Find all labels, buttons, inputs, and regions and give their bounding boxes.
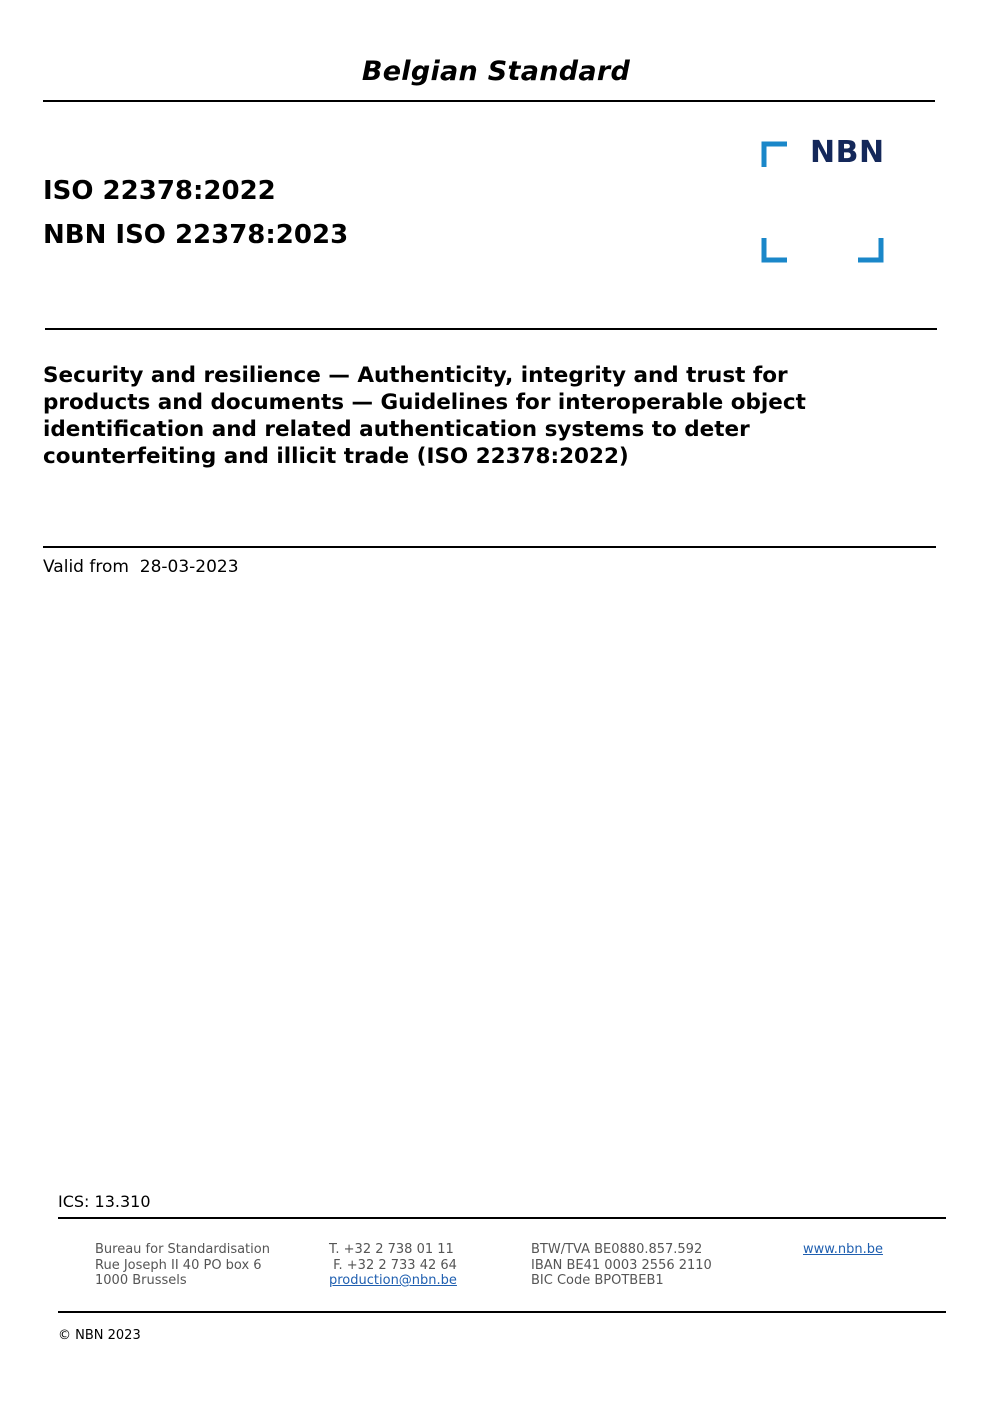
- footer-address: [95, 1242, 270, 1289]
- header-divider: [43, 100, 935, 102]
- fax-number: F. +32 2 733 42 64: [329, 1257, 457, 1273]
- phone-number: T. +32 2 738 01 11: [329, 1242, 454, 1257]
- logo-corner-bottom-left: [764, 238, 787, 260]
- email-link[interactable]: production@nbn.be: [329, 1273, 457, 1288]
- website-link[interactable]: www.nbn.be: [803, 1242, 883, 1257]
- logo-corner-bottom-right: [858, 238, 881, 260]
- vat-number: BTW/TVA BE0880.857.592: [531, 1242, 703, 1257]
- logo-text: NBN: [810, 135, 885, 170]
- ics-code: ICS: 13.310: [58, 1192, 151, 1211]
- valid-from-date: 28-03-2023: [139, 557, 239, 577]
- validity: [43, 557, 239, 577]
- identifier-divider: [45, 328, 937, 330]
- address-line: Rue Joseph II 40 PO box 6: [95, 1257, 262, 1273]
- address-line: Bureau for Standardisation: [95, 1242, 270, 1257]
- title-line: counterfeiting and illicit trade (ISO 22378:2022): [43, 444, 629, 469]
- valid-from-label: Valid from: [43, 557, 129, 577]
- footer-website: [803, 1242, 883, 1258]
- logo-corner-top-left: [764, 144, 787, 167]
- title-line: identification and related authentication systems to deter: [43, 417, 750, 442]
- footer-contact: [329, 1242, 457, 1289]
- copyright: © NBN 2023: [58, 1328, 141, 1343]
- title-line: products and documents — Guidelines for interoperable object: [43, 390, 806, 415]
- title-line: Security and resilience — Authenticity, integrity and trust for: [43, 363, 788, 388]
- document-title: [43, 362, 943, 470]
- bic-code: BIC Code BPOTBEB1: [531, 1273, 664, 1288]
- title-divider: [43, 546, 936, 548]
- address-line: 1000 Brussels: [95, 1273, 187, 1288]
- header-title: Belgian Standard: [361, 56, 631, 87]
- iso-identifier: ISO 22378:2022: [43, 176, 276, 206]
- iban-number: IBAN BE41 0003 2556 2110: [531, 1257, 712, 1273]
- nbn-identifier: NBN ISO 22378:2023: [43, 220, 349, 250]
- footer-banking: [531, 1242, 712, 1289]
- footer-bottom-divider: [58, 1311, 946, 1313]
- footer-top-divider: [58, 1217, 946, 1219]
